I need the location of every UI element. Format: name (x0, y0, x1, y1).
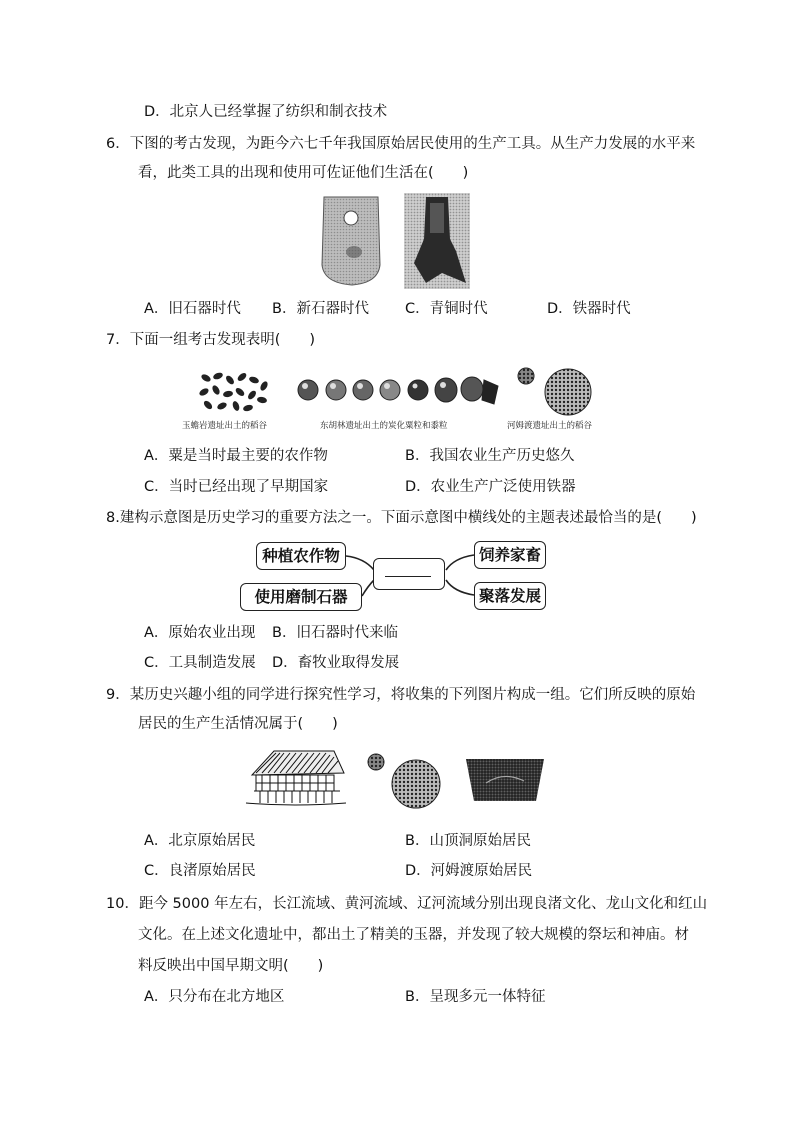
q8-option-d[interactable]: D．畜牧业取得发展 (272, 655, 400, 671)
q6-option-b[interactable]: B．新石器时代 (272, 301, 369, 317)
q7-option-b[interactable]: B．我国农业生产历史悠久 (405, 448, 575, 464)
q9-stem-line1: 9．某历史兴趣小组的同学进行探究性学习，将收集的下列图片构成一组。它们所反映的原始 (106, 687, 696, 703)
stilt-house-image (244, 745, 348, 807)
q9-option-a[interactable]: A．北京原始居民 (144, 833, 256, 849)
q8-option-b[interactable]: B．旧石器时代来临 (272, 625, 398, 641)
q8-stem: 8.建构示意图是历史学习的重要方法之一。下面示意图中横线处的主题表述最恰当的是( ) (106, 510, 697, 526)
diagram-box-settlement-development: 聚落发展 (474, 582, 546, 610)
q10-option-b[interactable]: B．呈现多元一体特征 (405, 989, 546, 1005)
donghulin-millet-image (296, 372, 500, 408)
q6-stem-line2: 看，此类工具的出现和使用可佐证他们生活在( ) (138, 165, 469, 181)
diagram-box-raise-livestock: 饲养家畜 (474, 541, 546, 569)
rice-grains-image (366, 752, 444, 810)
bone-spade-image (404, 193, 470, 289)
q9-stem-line2: 居民的生产生活情况属于( ) (138, 716, 338, 732)
q5-option-d: D．北京人已经掌握了纺织和制衣技术 (144, 104, 388, 120)
hemudu-caption: 河姆渡遗址出土的稻谷 (507, 421, 593, 431)
carbonized-rice-bowl-image (464, 757, 546, 805)
diagram-box-center-blank[interactable] (373, 558, 445, 590)
q10-stem-line2: 文化。在上述文化遗址中，都出土了精美的玉器，并发现了较大规模的祭坛和神庙。材 (138, 927, 689, 943)
q9-option-c[interactable]: C．良渚原始居民 (144, 863, 256, 879)
q7-option-c[interactable]: C．当时已经出现了早期国家 (144, 479, 329, 495)
q9-option-d[interactable]: D．河姆渡原始居民 (405, 863, 533, 879)
q6-option-c[interactable]: C．青铜时代 (405, 301, 488, 317)
q10-stem-line3: 料反映出中国早期文明( ) (138, 958, 324, 974)
q7-option-d[interactable]: D．农业生产广泛使用铁器 (405, 479, 576, 495)
diagram-box-polished-stone-tools: 使用磨制石器 (240, 583, 362, 611)
q6-option-d[interactable]: D．铁器时代 (547, 301, 631, 317)
yuchanyan-caption: 玉蟾岩遗址出土的稻谷 (182, 421, 268, 431)
diagram-blank-underline (385, 576, 431, 577)
q8-option-c[interactable]: C．工具制造发展 (144, 655, 256, 671)
yuchanyan-rice-image (196, 368, 272, 414)
q6-option-a[interactable]: A．旧石器时代 (144, 301, 241, 317)
q6-stem-line1: 6．下图的考古发现，为距今六七千年我国原始居民使用的生产工具。从生产力发展的水平来 (106, 136, 696, 152)
q7-stem: 7．下面一组考古发现表明( ) (106, 332, 316, 348)
q10-stem-line1: 10．距今 5000 年左右，长江流域、黄河流域、辽河流域分别出现良渚文化、龙山文化和红山 (106, 896, 708, 912)
stone-axe-image (318, 195, 384, 287)
donghulin-caption: 东胡林遗址出土的炭化粟粒和黍粒 (320, 421, 448, 431)
diagram-box-plant-crops: 种植农作物 (256, 542, 346, 570)
q9-option-b[interactable]: B．山顶洞原始居民 (405, 833, 531, 849)
hemudu-rice-image (514, 364, 594, 416)
q10-option-a[interactable]: A．只分布在北方地区 (144, 989, 285, 1005)
q8-option-a[interactable]: A．原始农业出现 (144, 625, 256, 641)
q7-option-a[interactable]: A．粟是当时最主要的农作物 (144, 448, 328, 464)
